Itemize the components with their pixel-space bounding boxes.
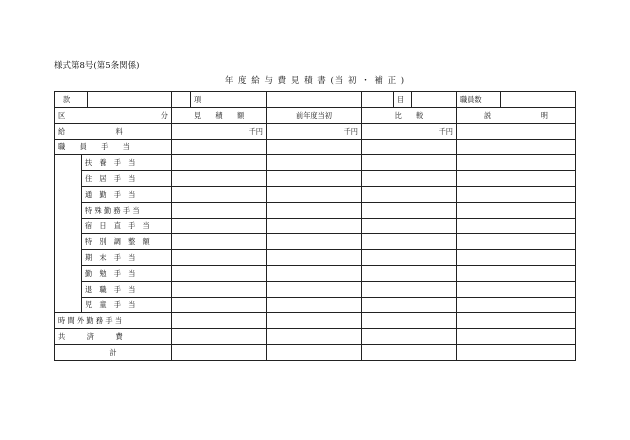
total-prev-year[interactable] bbox=[267, 344, 362, 360]
kan-cell bbox=[55, 92, 172, 108]
staff-allowance-prev-year[interactable] bbox=[267, 139, 362, 155]
total-label: 計 bbox=[55, 344, 172, 360]
total-estimate[interactable] bbox=[172, 344, 267, 360]
explain-header: 説 明 bbox=[457, 108, 576, 124]
estimate-header: 見 積 額 bbox=[172, 108, 267, 124]
total-compare[interactable] bbox=[362, 344, 457, 360]
indent-cell bbox=[55, 234, 82, 250]
indent-cell bbox=[55, 265, 82, 281]
kan-value[interactable] bbox=[88, 92, 171, 107]
form-number: 様式第8号(第5条関係) bbox=[54, 61, 140, 71]
moku-label: 目 bbox=[394, 92, 412, 107]
salary-label: 給 料 bbox=[55, 123, 172, 139]
sub-item-label: 住 居 手 当 bbox=[82, 171, 172, 187]
compare-header: 比 較 bbox=[362, 108, 457, 124]
account-classification-row bbox=[55, 92, 576, 108]
indent-cell bbox=[55, 202, 82, 218]
mutual-aid-row bbox=[55, 329, 576, 345]
staff-count-value[interactable] bbox=[500, 92, 575, 107]
prev-year-header: 前年度当初 bbox=[267, 108, 362, 124]
kou-cell bbox=[172, 92, 267, 108]
column-header-row bbox=[55, 108, 576, 124]
indent-cell bbox=[55, 155, 82, 171]
sub-item-label: 宿 日 直 手 当 bbox=[82, 218, 172, 234]
staff-allowance-compare[interactable] bbox=[362, 139, 457, 155]
sub-item-label: 通 勤 手 当 bbox=[82, 186, 172, 202]
staff-count-label: 職員数 bbox=[460, 95, 482, 104]
table-row bbox=[55, 186, 576, 202]
moku-cell bbox=[362, 92, 457, 108]
table-row bbox=[55, 281, 576, 297]
kou-value[interactable] bbox=[172, 92, 191, 107]
kan-label: 款 bbox=[55, 92, 88, 107]
table-row bbox=[55, 234, 576, 250]
overtime-row bbox=[55, 313, 576, 329]
indent-cell bbox=[55, 186, 82, 202]
overtime-label: 時 間 外 勤 務 手 当 bbox=[55, 313, 172, 329]
salary-estimate-table bbox=[54, 91, 576, 361]
mutual-aid-label: 共 済 費 bbox=[55, 329, 172, 345]
table-row bbox=[55, 218, 576, 234]
indent-cell bbox=[55, 218, 82, 234]
salary-row bbox=[55, 123, 576, 139]
sub-item-label: 扶 養 手 当 bbox=[82, 155, 172, 171]
total-row bbox=[55, 344, 576, 360]
kou-label: 項 bbox=[194, 95, 202, 104]
indent-cell bbox=[55, 297, 82, 313]
table-row bbox=[55, 171, 576, 187]
total-explain[interactable] bbox=[457, 344, 576, 360]
sub-item-label: 勤 勉 手 当 bbox=[82, 265, 172, 281]
kou-input-cell[interactable] bbox=[267, 92, 362, 108]
moku-value[interactable] bbox=[362, 92, 394, 107]
sub-item-label: 児 童 手 当 bbox=[82, 297, 172, 313]
indent-cell bbox=[55, 171, 82, 187]
table-row bbox=[55, 250, 576, 266]
kubun-header: 区 分 bbox=[55, 108, 172, 124]
salary-prev-year[interactable]: 千円 bbox=[267, 123, 362, 139]
moku-input[interactable] bbox=[412, 92, 456, 107]
table-row bbox=[55, 265, 576, 281]
staff-allowance-explain[interactable] bbox=[457, 139, 576, 155]
salary-estimate[interactable]: 千円 bbox=[172, 123, 267, 139]
staff-allowance-label: 職 員 手 当 bbox=[55, 139, 172, 155]
sub-item-label: 特 別 調 整 額 bbox=[82, 234, 172, 250]
table-row bbox=[55, 155, 576, 171]
sub-item-label: 期 末 手 当 bbox=[82, 250, 172, 266]
salary-compare[interactable]: 千円 bbox=[362, 123, 457, 139]
document-title: 年 度 給 与 費 見 積 書 (当 初 ・ 補 正 ) bbox=[224, 76, 406, 86]
salary-explain[interactable] bbox=[457, 123, 576, 139]
staff-count-cell bbox=[457, 92, 576, 108]
staff-allowance-estimate[interactable] bbox=[172, 139, 267, 155]
staff-allowance-row bbox=[55, 139, 576, 155]
indent-cell bbox=[55, 250, 82, 266]
sub-item-label: 特 殊 勤 務 手 当 bbox=[82, 202, 172, 218]
sub-item-label: 退 職 手 当 bbox=[82, 281, 172, 297]
table-row bbox=[55, 202, 576, 218]
indent-cell bbox=[55, 281, 82, 297]
table-row bbox=[55, 297, 576, 313]
